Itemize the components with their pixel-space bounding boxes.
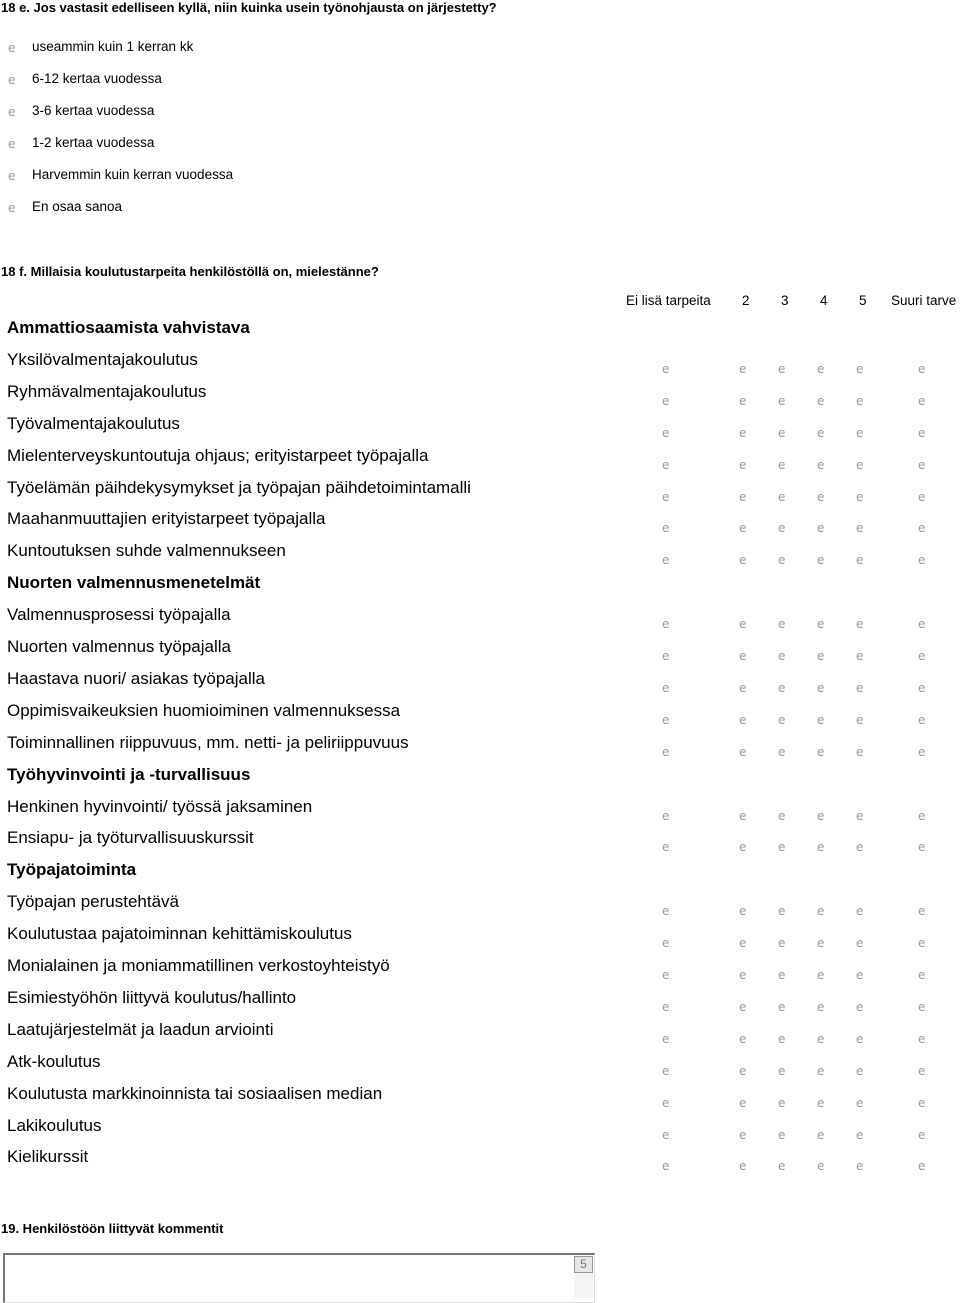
comment-textarea[interactable] [3, 1253, 595, 1303]
radio-button[interactable]: e [918, 361, 926, 376]
radio-button[interactable]: e [662, 840, 670, 855]
q18e-option[interactable] [0, 198, 400, 218]
training-row [0, 605, 960, 631]
radio-button[interactable]: e [778, 1063, 786, 1078]
radio-button[interactable]: e [856, 968, 864, 982]
radio-button[interactable]: e [662, 1159, 670, 1174]
row-label: Yksilövalmentajakoulutus [7, 349, 198, 369]
radio-button[interactable]: e [918, 680, 926, 695]
radio-button[interactable]: e [778, 617, 786, 632]
radio-button[interactable]: e [817, 1063, 825, 1078]
radio-button[interactable]: e [662, 808, 670, 823]
scale-header: 4 [820, 293, 828, 308]
radio-button[interactable]: e [662, 1031, 670, 1046]
radio-button[interactable]: e [739, 489, 747, 504]
radio-button[interactable]: e [918, 521, 926, 536]
radio-button[interactable]: e [662, 680, 670, 695]
row-label: Laatujärjestelmät ja laadun arviointi [7, 1019, 274, 1039]
row-label: Koulutustaa pajatoiminnan kehittämiskoulutus [7, 924, 352, 944]
radio-button[interactable]: e [817, 1031, 825, 1046]
radio-button[interactable]: e [918, 553, 926, 568]
radio-button[interactable]: e [817, 649, 825, 663]
scale-header: 3 [781, 293, 789, 308]
radio-button[interactable]: e [856, 744, 864, 759]
radio-button[interactable]: e [662, 361, 670, 376]
radio-button[interactable]: e [817, 489, 825, 504]
section-heading [0, 318, 960, 344]
radio-button[interactable]: e [918, 1159, 926, 1174]
row-label: Atk-koulutus [7, 1051, 101, 1071]
radio-button[interactable]: e [778, 521, 786, 536]
training-row [0, 956, 960, 982]
radio-button[interactable]: e [778, 840, 786, 855]
radio-button[interactable]: e [918, 968, 926, 982]
row-label: Koulutusta markkinoinnista tai sosiaalisen median [7, 1083, 383, 1103]
option-label: 1-2 kertaa vuodessa [32, 135, 155, 150]
radio-button[interactable]: e [739, 744, 747, 759]
radio-button[interactable]: e [662, 904, 670, 919]
q18e-option[interactable] [0, 134, 400, 154]
row-label: Haastava nuori/ asiakas työpajalla [7, 668, 265, 688]
radio-button[interactable]: e [778, 680, 786, 695]
radio-button[interactable]: e [817, 1159, 825, 1174]
radio-button[interactable]: e [918, 393, 926, 408]
row-label: Toiminnallinen riippuvuus, mm. netti- ja peliriippuvuus [7, 732, 409, 752]
radio-button[interactable]: e [817, 393, 825, 408]
training-row [0, 1147, 960, 1173]
radio-button[interactable]: e [856, 1159, 864, 1174]
training-row [0, 1052, 960, 1078]
radio-button[interactable]: e [662, 425, 670, 440]
radio-button[interactable]: e [8, 105, 16, 119]
radio-button[interactable]: e [856, 840, 864, 855]
radio-button[interactable]: e [856, 808, 864, 823]
row-label: Ensiapu- ja työturvallisuuskurssit [7, 828, 254, 848]
radio-button[interactable]: e [778, 649, 786, 663]
radio-button[interactable]: e [739, 425, 747, 440]
training-row [0, 1020, 960, 1046]
q18f-title: 18 f. Millaisia koulutustarpeita henkilöstöllä on, mielestänne? [1, 264, 379, 279]
radio-button[interactable]: e [856, 904, 864, 919]
training-row [0, 733, 960, 759]
radio-button[interactable]: e [918, 649, 926, 663]
scale-header: 2 [742, 293, 750, 308]
radio-button[interactable]: e [817, 968, 825, 982]
training-row [0, 414, 960, 440]
q18e-option[interactable] [0, 166, 400, 186]
radio-button[interactable]: e [739, 361, 747, 376]
radio-button[interactable]: e [817, 617, 825, 632]
radio-button[interactable]: e [817, 712, 825, 727]
radio-button[interactable]: e [778, 1095, 786, 1110]
radio-button[interactable]: e [662, 968, 670, 982]
radio-button[interactable]: e [739, 617, 747, 632]
radio-button[interactable]: e [778, 425, 786, 440]
radio-button[interactable]: e [918, 904, 926, 919]
radio-button[interactable]: e [817, 999, 825, 1014]
row-label: Työpajan perustehtävä [7, 892, 180, 912]
row-label: Maahanmuuttajien erityistarpeet työpajalla [7, 509, 326, 529]
option-label: useammin kuin 1 kerran kk [32, 39, 194, 54]
row-label: Nuorten valmennus työpajalla [7, 637, 231, 656]
radio-button[interactable]: e [778, 393, 786, 408]
radio-button[interactable]: e [662, 457, 670, 472]
radio-button[interactable]: e [856, 489, 864, 504]
radio-button[interactable]: e [8, 137, 16, 151]
row-label: Mielenterveyskuntoutuja ohjaus; erityistarpeet työpajalla [7, 445, 429, 465]
option-label: Harvemmin kuin kerran vuodessa [32, 167, 234, 182]
radio-button[interactable]: e [739, 1031, 747, 1046]
radio-button[interactable]: e [8, 169, 16, 183]
radio-button[interactable]: e [856, 393, 864, 408]
row-label: Valmennusprosessi työpajalla [7, 605, 231, 625]
radio-button[interactable]: e [918, 840, 926, 855]
radio-button[interactable]: e [662, 1063, 670, 1078]
radio-button[interactable]: e [856, 1127, 864, 1142]
training-row [0, 988, 960, 1014]
radio-button[interactable]: e [817, 744, 825, 759]
row-label: Kuntoutuksen suhde valmennukseen [7, 541, 286, 561]
training-row [0, 541, 960, 567]
radio-button[interactable]: e [817, 521, 825, 536]
radio-button[interactable]: e [817, 840, 825, 855]
row-label: Monialainen ja moniammatillinen verkostoyhteistyö [7, 956, 390, 975]
radio-button[interactable]: e [778, 744, 786, 759]
section-heading [0, 860, 960, 886]
row-label: Ryhmävalmentajakoulutus [7, 381, 207, 401]
scroll-up-button[interactable]: 5 [574, 1256, 593, 1273]
training-row [0, 1116, 960, 1142]
radio-button[interactable]: e [739, 1063, 747, 1078]
radio-button[interactable]: e [739, 999, 747, 1014]
radio-button[interactable]: e [778, 808, 786, 823]
row-label: Kielikurssit [7, 1147, 89, 1167]
row-label: Lakikoulutus [7, 1115, 102, 1135]
radio-button[interactable]: e [739, 840, 747, 855]
row-label: Työvalmentajakoulutus [7, 413, 180, 433]
radio-button[interactable]: e [662, 1095, 670, 1110]
radio-button[interactable]: e [739, 393, 747, 408]
section-label: Työhyvinvointi ja -turvallisuus [7, 764, 251, 784]
training-row [0, 892, 960, 918]
radio-button[interactable]: e [856, 1031, 864, 1046]
radio-button[interactable]: e [739, 968, 747, 982]
radio-button[interactable]: e [739, 649, 747, 663]
radio-button[interactable]: e [856, 1095, 864, 1110]
radio-button[interactable]: e [918, 1031, 926, 1046]
radio-button[interactable]: e [739, 680, 747, 695]
q18e-option[interactable] [0, 102, 400, 122]
radio-button[interactable]: e [778, 968, 786, 982]
radio-button[interactable]: e [662, 999, 670, 1014]
radio-button[interactable]: e [856, 712, 864, 727]
radio-button[interactable]: e [739, 457, 747, 472]
radio-button[interactable]: e [856, 1063, 864, 1078]
radio-button[interactable]: e [817, 361, 825, 376]
q18e-title: 18 e. Jos vastasit edelliseen kyllä, niin kuinka usein työnohjausta on järjestetty? [1, 0, 497, 15]
radio-button[interactable]: e [662, 712, 670, 727]
scale-header: Ei lisä tarpeita [626, 293, 711, 308]
radio-button[interactable]: e [8, 41, 16, 55]
radio-button[interactable]: e [8, 201, 16, 215]
radio-button[interactable]: e [739, 904, 747, 919]
radio-button[interactable]: e [856, 680, 864, 695]
radio-button[interactable]: e [817, 904, 825, 919]
radio-button[interactable]: e [778, 999, 786, 1014]
radio-button[interactable]: e [918, 1127, 926, 1142]
radio-button[interactable]: e [739, 1095, 747, 1110]
radio-button[interactable]: e [778, 712, 786, 727]
training-row [0, 669, 960, 695]
training-row [0, 924, 960, 950]
radio-button[interactable]: e [856, 649, 864, 663]
radio-button[interactable]: e [918, 936, 926, 951]
radio-button[interactable]: e [739, 553, 747, 568]
scale-header: 5 [859, 293, 867, 308]
radio-button[interactable]: e [918, 1063, 926, 1078]
training-row [0, 478, 960, 504]
radio-button[interactable]: e [918, 457, 926, 472]
training-row [0, 382, 960, 408]
radio-button[interactable]: e [662, 617, 670, 632]
radio-button[interactable]: e [739, 808, 747, 823]
radio-button[interactable]: e [662, 936, 670, 951]
option-label: En osaa sanoa [32, 199, 123, 214]
radio-button[interactable]: e [856, 936, 864, 951]
radio-button[interactable]: e [817, 425, 825, 440]
radio-button[interactable]: e [918, 808, 926, 823]
radio-button[interactable]: e [778, 457, 786, 472]
section-label: Työpajatoiminta [7, 860, 137, 880]
training-row [0, 446, 960, 472]
section-label: Nuorten valmennusmenetelmät [7, 573, 261, 593]
section-heading [0, 573, 960, 599]
radio-button[interactable]: e [856, 457, 864, 472]
radio-button[interactable]: e [662, 393, 670, 408]
radio-button[interactable]: e [739, 936, 747, 951]
radio-button[interactable]: e [662, 489, 670, 504]
row-label: Esimiestyöhön liittyvä koulutus/hallinto [7, 987, 297, 1007]
radio-button[interactable]: e [739, 1159, 747, 1174]
radio-button[interactable]: e [856, 361, 864, 376]
radio-button[interactable]: e [778, 553, 786, 568]
radio-button[interactable]: e [918, 1095, 926, 1110]
training-row [0, 637, 960, 663]
radio-button[interactable]: e [856, 617, 864, 632]
option-label: 6-12 kertaa vuodessa [32, 71, 162, 86]
training-row [0, 828, 960, 854]
radio-button[interactable]: e [817, 457, 825, 472]
scrollbar-track[interactable] [574, 1273, 593, 1298]
row-label: Työelämän päihdekysymykset ja työpajan päihdetoimintamalli [7, 477, 471, 497]
radio-button[interactable]: e [8, 73, 16, 87]
radio-button[interactable]: e [918, 425, 926, 440]
radio-button[interactable]: e [817, 936, 825, 951]
training-row [0, 350, 960, 376]
row-label: Henkinen hyvinvointi/ työssä jaksaminen [7, 796, 313, 816]
radio-button[interactable]: e [918, 744, 926, 759]
row-label: Oppimisvaikeuksien huomioiminen valmennuksessa [7, 700, 401, 720]
radio-button[interactable]: e [817, 1095, 825, 1110]
radio-button[interactable]: e [918, 712, 926, 727]
radio-button[interactable]: e [739, 521, 747, 536]
radio-button[interactable]: e [662, 649, 670, 663]
radio-button[interactable]: e [817, 553, 825, 568]
radio-button[interactable]: e [778, 1127, 786, 1142]
radio-button[interactable]: e [817, 1127, 825, 1142]
radio-button[interactable]: e [778, 1159, 786, 1174]
radio-button[interactable]: e [778, 904, 786, 919]
section-heading [0, 765, 960, 791]
radio-button[interactable]: e [662, 521, 670, 536]
training-row [0, 797, 960, 823]
radio-button[interactable]: e [856, 999, 864, 1014]
training-row [0, 1084, 960, 1110]
radio-button[interactable]: e [817, 680, 825, 695]
radio-button[interactable]: e [817, 808, 825, 823]
radio-button[interactable]: e [778, 361, 786, 376]
radio-button[interactable]: e [778, 1031, 786, 1046]
scale-header: Suuri tarve [891, 293, 957, 308]
radio-button[interactable]: e [856, 521, 864, 536]
radio-button[interactable]: e [918, 617, 926, 632]
option-label: 3-6 kertaa vuodessa [32, 103, 155, 118]
q18e-option[interactable] [0, 38, 400, 58]
radio-button[interactable]: e [856, 553, 864, 568]
q19-title: 19. Henkilöstöön liittyvät kommentit [1, 1221, 224, 1236]
radio-button[interactable]: e [739, 712, 747, 727]
radio-button[interactable]: e [778, 489, 786, 504]
radio-button[interactable]: e [856, 425, 864, 440]
training-row [0, 509, 960, 535]
radio-button[interactable]: e [662, 553, 670, 568]
radio-button[interactable]: e [778, 936, 786, 951]
section-label: Ammattiosaamista vahvistava [7, 318, 250, 337]
radio-button[interactable]: e [662, 1127, 670, 1142]
radio-button[interactable]: e [739, 1127, 747, 1142]
q18e-option[interactable] [0, 70, 400, 90]
radio-button[interactable]: e [918, 999, 926, 1014]
training-row [0, 701, 960, 727]
radio-button[interactable]: e [662, 744, 670, 759]
radio-button[interactable]: e [918, 489, 926, 504]
